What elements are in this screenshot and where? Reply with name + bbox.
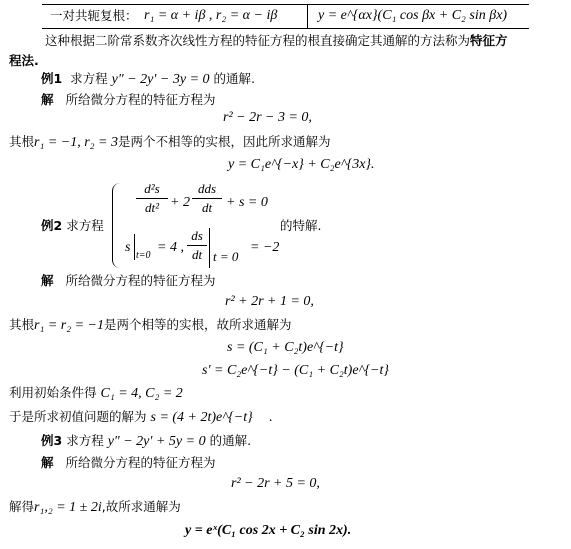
ex2-roots [9,318,292,334]
ex2-eq2-sub: t=0 [136,250,151,261]
ex1-suffix: 的通解. [213,71,256,86]
ex3-sol-label: 解 [41,455,54,470]
ex3-label: 例3 [41,433,63,448]
ex3-roots-math: r₁,₂ = 1 ± 2i [34,500,102,515]
ex2-suffix: 的特解. [280,218,322,233]
intro-term-a: 特征方 [470,33,508,48]
ex1-roots [9,135,331,151]
ex2-answer-prefix: 于是所求初值问题的解为 [9,409,147,424]
ex2-answer-math: s = (4 + 2t)e^{−t} [150,410,253,425]
ex2-solution [41,274,215,288]
ex2-answer [9,410,273,426]
ex2-frac-c-den: dt [191,247,203,262]
ex2-frac-b-num: dds [197,181,217,196]
ex2-eq2-end: = −2 [250,240,280,255]
header-top-rule [42,4,529,5]
ex2-init-math: C₁ = 4, C₂ = 2 [100,386,183,401]
ex2-frac-b-bar [192,198,222,199]
ex2-line [41,219,104,233]
ex2-init-prefix: 利用初始条件得 [9,385,97,400]
ex1-roots-prefix: 其根 [9,134,35,149]
ex2-frac-a-num: d²s [144,181,160,196]
ex1-sol-label: 解 [41,92,54,107]
ex2-frac-c-bar [187,245,207,246]
header-left-math: r₁ = α + iβ , r₂ = α − iβ [144,8,278,23]
ex2-roots-prefix: 其根 [9,317,35,332]
ex3-roots [9,500,181,516]
ex2-char-eq: r² + 2r + 1 = 0, [225,294,314,309]
ex2-brace [112,183,123,268]
ex2-eq1-mid: + 2 [170,195,190,210]
ex2-frac-c [187,228,207,263]
ex2-roots-math: r₁ = r₂ = −1 [34,318,104,333]
ex3-roots-prefix: 解得 [9,499,35,514]
ex3-sol-text: 所给微分方程的特征方程为 [65,455,216,470]
ex1-general: y = C₁e^{−x} + C₂e^{3x}. [228,157,375,172]
ex2-prompt: 求方程 [66,218,104,233]
header-left-prefix: 一对共轭复根： [50,8,138,23]
ex3-roots-suffix: ,故所求通解为 [101,499,181,514]
ex2-frac-b-den: dt [201,200,213,215]
ex2-sol-label: 解 [41,273,54,288]
ex1-prompt: 求方程 [70,71,108,86]
ex2-eq1-end: + s = 0 [226,195,268,210]
ex3-suffix: 的通解. [209,433,252,448]
ex3-line [41,434,251,450]
ex3-solution [41,456,215,470]
ex2-frac-b [192,181,222,216]
ex2-eq2-s: s [125,240,131,255]
ex3-general: y = eˣ(C₁ cos 2x + C₂ sin 2x). [185,523,352,538]
ex1-roots-math: r₁ = −1, r₂ = 3 [34,135,118,150]
ex3-equation: y″ − 2y′ + 5y = 0 [107,434,206,449]
ex3-prompt: 求方程 [66,433,104,448]
ex2-eq2-bar-2 [209,228,210,268]
ex2-derivative: s′ = C₂e^{−t} − (C₁ + C₂t)e^{−t} [202,363,389,378]
ex1-solution [41,93,215,107]
intro-term-b: 程法. [9,53,39,68]
ex2-frac-a-bar [136,198,168,199]
ex2-frac-c-num: ds [191,228,203,243]
ex1-sol-text: 所给微分方程的特征方程为 [65,92,216,107]
header-right-math: y = e^{αx}(C₁ cos βx + C₂ sin βx) [318,8,508,23]
ex2-eq2-bar-1 [134,234,135,260]
ex2-frac-a [136,181,168,216]
ex2-frac-a-den: dt² [144,200,159,215]
ex1-equation: y″ − 2y′ − 3y = 0 [111,72,210,87]
ex3-char-eq: r² − 2r + 5 = 0, [231,476,320,491]
ex1-label: 例1 [41,71,63,86]
intro-body: 这种根据二阶常系数齐次线性方程的特征方程的根直接确定其通解的方法称为 [45,33,471,48]
ex2-eq2-t: t = 0 [213,249,239,264]
ex2-roots-suffix: 是两个相等的实根，故所求通解为 [104,317,292,332]
ex2-eq2-mid: = 4 , [157,240,184,255]
ex1-char-eq: r² − 2r − 3 = 0, [223,110,312,125]
ex1-line [41,72,255,88]
ex2-init [9,386,183,402]
intro-text [45,34,508,48]
ex2-sol-text: 所给微分方程的特征方程为 [65,273,216,288]
header-bottom-rule [42,28,529,29]
ex2-general: s = (C₁ + C₂t)e^{−t} [227,340,344,355]
ex2-label: 例2 [41,218,63,233]
ex1-roots-suffix: 是两个不相等的实根，因此所求通解为 [118,134,331,149]
header-divider [307,4,308,29]
ex2-answer-dot: . [268,409,273,424]
